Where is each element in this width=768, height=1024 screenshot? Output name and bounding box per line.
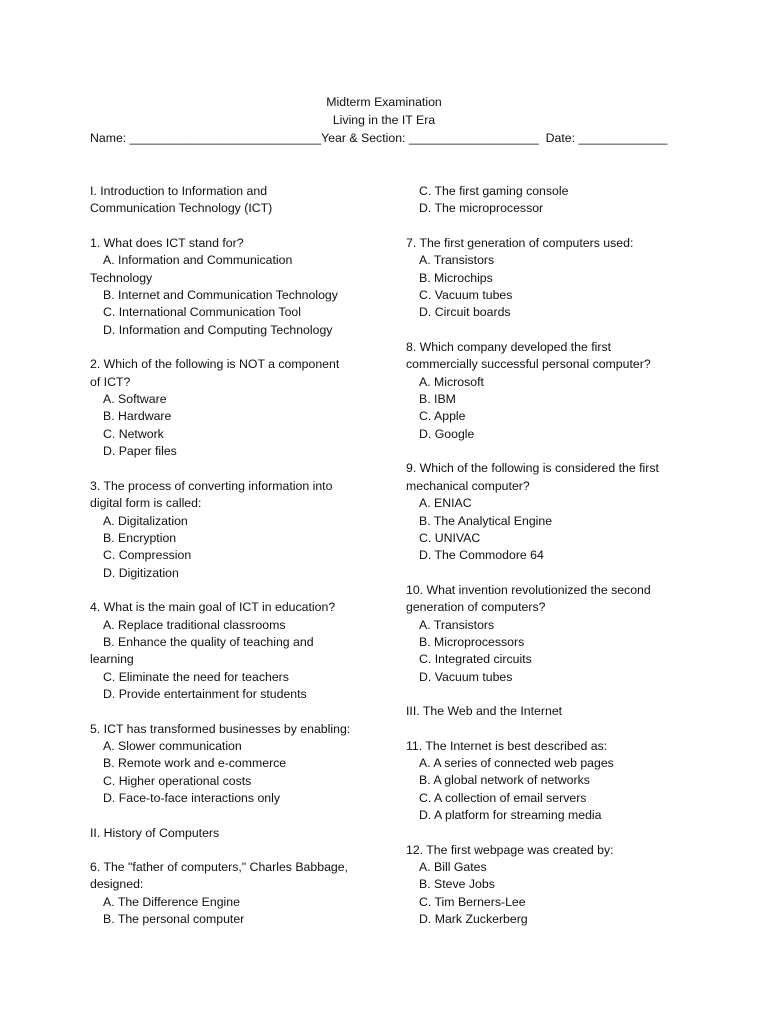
question-text: 1. What does ICT stand for? <box>90 235 244 250</box>
answer-option: D. Face-to-face interactions only <box>103 791 281 806</box>
answer-option: A. The Difference Engine <box>103 894 240 909</box>
question-text: 4. What is the main goal of ICT in education? <box>90 600 336 615</box>
question-text: 8. Which company developed the first commercially successful personal computer? <box>406 339 651 372</box>
question-text: 12. The first webpage was created by: <box>406 842 614 857</box>
spacer <box>406 443 706 460</box>
question-block <box>406 235 706 322</box>
answer-option: B. Enhance the quality of teaching and learning <box>90 634 314 667</box>
section-title: III. The Web and the Internet <box>406 704 563 719</box>
answer-option: C. Integrated circuits <box>419 652 532 667</box>
section-title: II. History of Computers <box>90 825 220 840</box>
answer-option: C. Tim Berners-Lee <box>419 894 526 909</box>
answer-option: B. Steve Jobs <box>419 877 495 892</box>
answer-option: C. Eliminate the need for teachers <box>103 669 289 684</box>
answer-option: B. The personal computer <box>103 912 245 927</box>
answer-option: B. Microchips <box>419 270 493 285</box>
answer-option: B. Hardware <box>103 409 172 424</box>
spacer <box>90 582 390 599</box>
spacer <box>90 808 390 825</box>
question-block <box>90 478 390 582</box>
question-continuation <box>406 183 706 218</box>
question-block <box>406 339 706 443</box>
answer-option: D. A platform for streaming media <box>419 808 602 823</box>
answer-option: C. Compression <box>103 548 192 563</box>
answer-option: C. International Communication Tool <box>103 305 301 320</box>
section-heading <box>90 183 390 218</box>
spacer <box>90 842 390 859</box>
answer-option: D. Google <box>419 426 475 441</box>
question-text: 11. The Internet is best described as: <box>406 738 608 753</box>
left-column <box>90 183 390 929</box>
section-title: I. Introduction to Information and Communication Technology (ICT) <box>90 184 273 216</box>
section-heading <box>90 825 390 842</box>
question-block <box>90 859 390 929</box>
question-block <box>90 721 390 808</box>
question-block <box>406 460 706 564</box>
answer-option: A. Replace traditional classrooms <box>103 617 286 632</box>
answer-option: A. Slower communication <box>103 738 242 753</box>
answer-option: D. The Commodore 64 <box>419 548 544 563</box>
question-text: 10. What invention revolutionized the second generation of computers? <box>406 582 651 615</box>
name-field-label: Name: ____________________________ <box>90 131 322 145</box>
date-field-label: Date: _____________ <box>545 131 668 145</box>
answer-option: C. Apple <box>419 409 466 424</box>
answer-option: B. IBM <box>419 392 456 407</box>
answer-option: B. A global network of networks <box>419 773 590 788</box>
answer-option: A. Information and Communication Technology <box>90 253 293 285</box>
question-text: 5. ICT has transformed businesses by enabling: <box>90 721 351 736</box>
spacer <box>406 721 706 738</box>
answer-option: C. The first gaming console <box>419 184 569 198</box>
answer-option: D. Vacuum tubes <box>419 669 513 684</box>
exam-subtitle: Living in the IT Era <box>332 113 436 127</box>
answer-option: C. A collection of email servers <box>419 790 587 805</box>
answer-option: D. The microprocessor <box>419 201 544 216</box>
spacer <box>90 218 390 235</box>
answer-option: B. Microprocessors <box>419 634 525 649</box>
answer-option: A. Digitalization <box>103 513 188 528</box>
answer-option: B. Remote work and e-commerce <box>103 756 287 771</box>
question-block <box>90 235 390 339</box>
answer-option: C. UNIVAC <box>419 530 481 545</box>
exam-title: Midterm Examination <box>326 95 442 109</box>
answer-option: B. Internet and Communication Technology <box>103 288 338 303</box>
year-section-field-label: Year & Section: ___________________ <box>321 131 539 145</box>
answer-option: A. A series of connected web pages <box>419 755 614 770</box>
section-heading <box>406 703 706 720</box>
right-column <box>406 183 706 929</box>
student-info-line <box>90 129 690 147</box>
answer-option: D. Information and Computing Technology <box>103 322 333 337</box>
answer-option: A. Transistors <box>419 617 495 632</box>
question-text: 9. Which of the following is considered the first mechanical computer? <box>406 461 659 493</box>
answer-option: C. Network <box>103 426 164 441</box>
question-text: 3. The process of converting information into digital form is called: <box>90 478 333 511</box>
question-text: 7. The first generation of computers used: <box>406 235 634 250</box>
answer-option: A. Bill Gates <box>419 860 487 874</box>
answer-option: D. Circuit boards <box>419 305 511 320</box>
question-block <box>406 582 706 686</box>
spacer <box>406 322 706 339</box>
question-block <box>90 599 390 703</box>
spacer <box>406 218 706 235</box>
exam-header <box>0 93 768 129</box>
spacer <box>406 565 706 582</box>
spacer <box>406 686 706 703</box>
question-block <box>406 738 706 825</box>
answer-option: A. ENIAC <box>419 496 472 511</box>
spacer <box>90 704 390 721</box>
answer-option: A. Transistors <box>419 253 495 268</box>
answer-option: A. Software <box>103 392 167 407</box>
answer-option: A. Microsoft <box>419 374 484 389</box>
spacer <box>406 825 706 842</box>
question-block <box>90 356 390 460</box>
answer-option: C. Higher operational costs <box>103 773 252 788</box>
spacer <box>90 461 390 478</box>
answer-option: B. The Analytical Engine <box>419 513 553 528</box>
spacer <box>90 339 390 356</box>
question-text: 6. The "father of computers," Charles Babbage, designed: <box>90 860 349 892</box>
answer-option: D. Paper files <box>103 444 177 459</box>
question-block <box>406 842 706 929</box>
answer-option: D. Mark Zuckerberg <box>419 912 528 927</box>
answer-option: C. Vacuum tubes <box>419 288 513 303</box>
question-text: 2. Which of the following is NOT a component of ICT? <box>90 357 340 389</box>
answer-option: B. Encryption <box>103 530 177 545</box>
answer-option: D. Digitization <box>103 565 179 580</box>
answer-option: D. Provide entertainment for students <box>103 687 307 702</box>
